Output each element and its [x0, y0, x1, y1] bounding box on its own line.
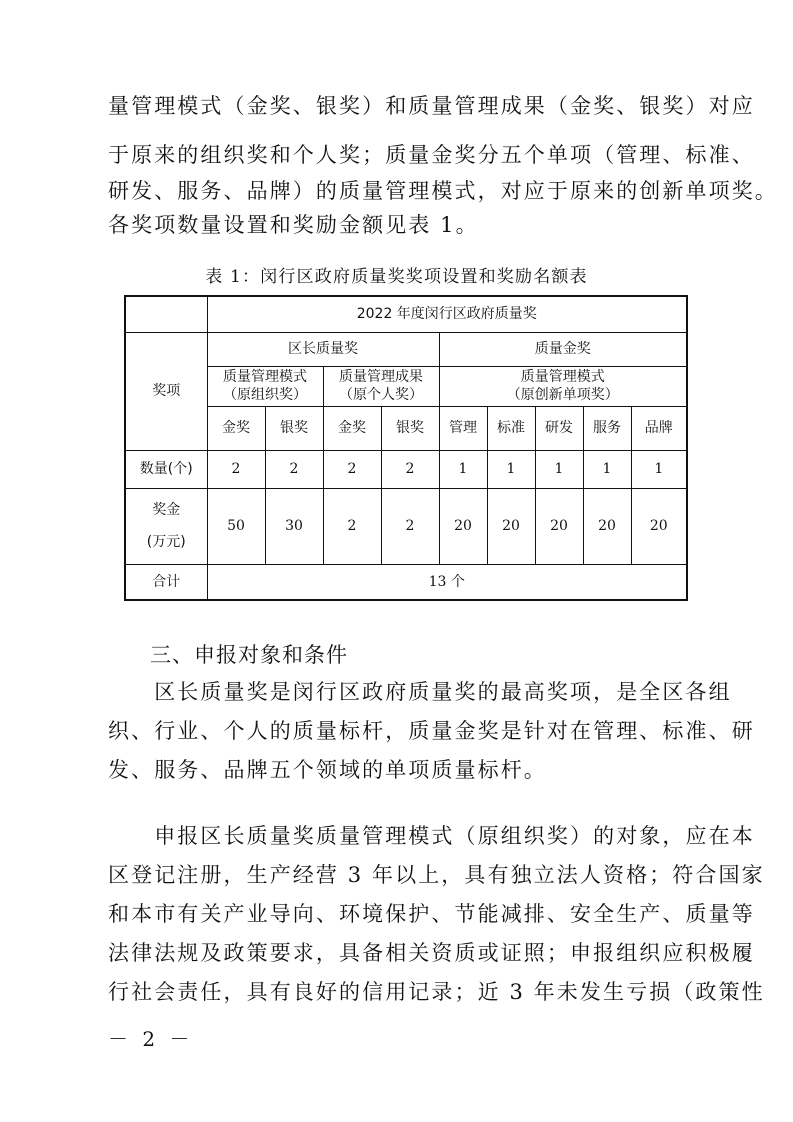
prize-row-label: 奖金 (万元)	[125, 488, 207, 564]
prize-cell: 2	[323, 488, 381, 564]
subheader-gold-model: 质量管理模式 （原创新单项奖）	[439, 366, 687, 406]
column-header: 金奖	[323, 406, 381, 450]
column-header: 品牌	[631, 406, 687, 450]
intro-line: 于原来的组织奖和个人奖；质量金奖分五个单项（管理、标准、	[108, 143, 755, 167]
award-table	[124, 295, 688, 601]
column-header: 管理	[439, 406, 487, 450]
subheader-result: 质量管理成果 （原个人奖）	[323, 366, 439, 406]
body-line: 发、服务、品牌五个领域的单项质量标杆。	[108, 758, 547, 782]
table-year-header: 2022 年度闵行区政府质量奖	[207, 296, 687, 332]
intro-line: 量管理模式（金奖、银奖）和质量管理成果（金奖、银奖）对应	[108, 94, 755, 118]
body-line: 法律法规及政策要求，具备相关资质或证照；申报组织应积极履	[108, 941, 755, 965]
prize-cell: 20	[535, 488, 583, 564]
intro-line: 研发、服务、品牌）的质量管理模式，对应于原来的创新单项奖。	[108, 179, 778, 203]
body-line: 行社会责任，具有良好的信用记录；近 3 年未发生亏损（政策性	[108, 980, 765, 1004]
table-caption: 表 1：闵行区政府质量奖奖项设置和奖励名额表	[205, 267, 588, 287]
prize-cell: 2	[381, 488, 439, 564]
count-cell: 1	[583, 450, 631, 488]
intro-line: 各奖项数量设置和奖励金额见表 1。	[108, 213, 479, 237]
group-header-district: 区长质量奖	[207, 332, 439, 366]
body-line: 织、行业、个人的质量标杆，质量金奖是针对在管理、标准、研	[108, 719, 755, 743]
prize-cell: 20	[439, 488, 487, 564]
group-header-gold: 质量金奖	[439, 332, 687, 366]
prize-cell: 50	[207, 488, 265, 564]
count-cell: 2	[265, 450, 323, 488]
prize-cell: 20	[631, 488, 687, 564]
count-cell: 1	[439, 450, 487, 488]
body-line: 区长质量奖是闵行区政府质量奖的最高奖项，是全区各组	[108, 680, 732, 704]
count-cell: 1	[487, 450, 535, 488]
column-header: 研发	[535, 406, 583, 450]
body-line: 申报区长质量奖质量管理模式（原组织奖）的对象，应在本	[108, 824, 755, 848]
section-heading: 三、申报对象和条件	[150, 643, 348, 667]
count-cell: 1	[631, 450, 687, 488]
table-corner-cell	[125, 296, 207, 332]
subheader-model: 质量管理模式 （原组织奖）	[207, 366, 323, 406]
column-header: 服务	[583, 406, 631, 450]
total-value: 13 个	[207, 564, 687, 600]
count-cell: 2	[381, 450, 439, 488]
prize-cell: 30	[265, 488, 323, 564]
count-cell: 1	[535, 450, 583, 488]
count-cell: 2	[207, 450, 265, 488]
count-cell: 2	[323, 450, 381, 488]
total-row-label: 合计	[125, 564, 207, 600]
body-line: 区登记注册，生产经营 3 年以上，具有独立法人资格；符合国家	[108, 863, 765, 887]
prize-cell: 20	[583, 488, 631, 564]
column-header: 银奖	[265, 406, 323, 450]
prize-cell: 20	[487, 488, 535, 564]
column-header: 银奖	[381, 406, 439, 450]
column-header: 标准	[487, 406, 535, 450]
column-header: 金奖	[207, 406, 265, 450]
table-row-header: 奖项	[125, 332, 207, 450]
body-line: 和本市有关产业导向、环境保护、节能减排、安全生产、质量等	[108, 902, 755, 926]
page-number: － 2 －	[108, 1027, 194, 1051]
count-row-label: 数量(个)	[125, 450, 207, 488]
